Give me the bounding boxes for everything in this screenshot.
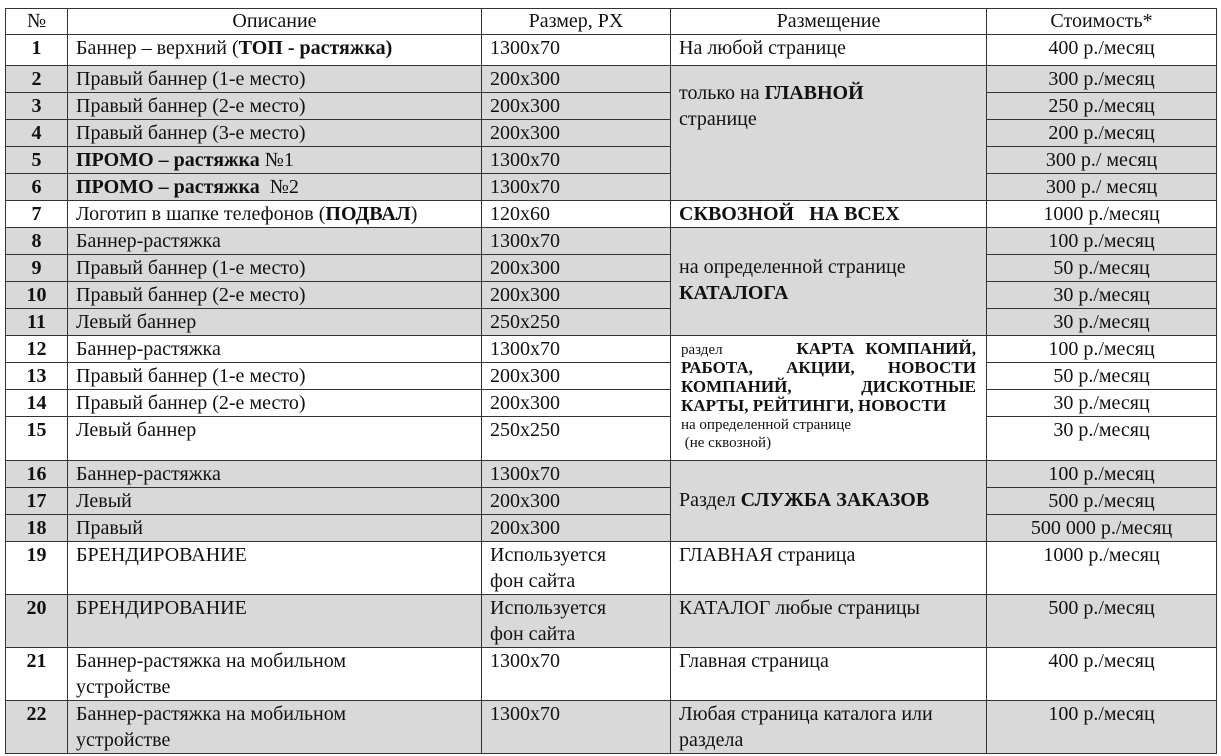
row-num: 12	[6, 336, 68, 363]
row-desc: Правый баннер (1-е место)	[68, 255, 482, 282]
row-size: 1300x70	[482, 228, 671, 255]
placement-main-page: только на ГЛАВНОЙ странице	[671, 66, 987, 201]
table-row	[6, 282, 1217, 309]
row-size: 200x300	[482, 363, 671, 390]
row-desc: ПРОМО – растяжка №2	[68, 174, 482, 201]
row-size: Используется фон сайта	[482, 542, 671, 595]
row-num: 22	[6, 701, 68, 754]
row-place: КАТАЛОГ любые страницы	[671, 595, 987, 648]
row-num: 16	[6, 461, 68, 488]
row-cost: 100 р./месяц	[987, 228, 1217, 255]
row-desc: ПРОМО – растяжка №1	[68, 147, 482, 174]
row-cost: 500 р./месяц	[987, 488, 1217, 515]
header-size: Размер, PX	[482, 9, 671, 35]
row-desc: Баннер-растяжка на мобильном устройстве	[68, 648, 482, 701]
row-cost: 100 р./месяц	[987, 461, 1217, 488]
row-size: 1300x70	[482, 147, 671, 174]
row-desc: Правый баннер (1-е место)	[68, 363, 482, 390]
row-num: 19	[6, 542, 68, 595]
row-size: 250x250	[482, 417, 671, 461]
table-row	[6, 228, 1217, 255]
table-row	[6, 255, 1217, 282]
row-desc: Правый баннер (2-е место)	[68, 282, 482, 309]
row-size: 200x300	[482, 282, 671, 309]
placement-all-pages: СКВОЗНОЙ НА ВСЕХ	[671, 201, 987, 228]
row-num: 5	[6, 147, 68, 174]
row-num: 8	[6, 228, 68, 255]
row-size: 200x300	[482, 515, 671, 542]
row-size: 1300x70	[482, 461, 671, 488]
row-num: 13	[6, 363, 68, 390]
row-cost: 400 р./месяц	[987, 648, 1217, 701]
row-cost: 30 р./месяц	[987, 282, 1217, 309]
row-num: 11	[6, 309, 68, 336]
table-row	[6, 174, 1217, 201]
row-size: 250x250	[482, 309, 671, 336]
row-cost: 100 р./месяц	[987, 701, 1217, 754]
row-size: 200x300	[482, 390, 671, 417]
row-size: 1300x70	[482, 336, 671, 363]
row-cost: 50 р./месяц	[987, 363, 1217, 390]
table-row	[6, 309, 1217, 336]
row-num: 15	[6, 417, 68, 461]
table-row	[6, 542, 1217, 595]
table-row	[6, 648, 1217, 701]
row-size: 1300x70	[482, 174, 671, 201]
row-cost: 250 р./месяц	[987, 93, 1217, 120]
row-num: 10	[6, 282, 68, 309]
pricing-table	[5, 8, 1217, 754]
row-num: 14	[6, 390, 68, 417]
row-size: 1300x70	[482, 35, 671, 66]
row-num: 21	[6, 648, 68, 701]
row-desc: Правый баннер (1-е место)	[68, 66, 482, 93]
row-cost: 500 р./месяц	[987, 595, 1217, 648]
row-place: На любой странице	[671, 35, 987, 66]
row-cost: 1000 р./месяц	[987, 201, 1217, 228]
row-size: 1300x70	[482, 648, 671, 701]
row-num: 17	[6, 488, 68, 515]
row-place: Любая страница каталога или раздела	[671, 701, 987, 754]
table-row	[6, 488, 1217, 515]
row-desc: Баннер-растяжка на мобильном устройстве	[68, 701, 482, 754]
row-desc: Баннер-растяжка	[68, 461, 482, 488]
header-desc: Описание	[68, 9, 482, 35]
row-cost: 1000 р./месяц	[987, 542, 1217, 595]
table-row	[6, 701, 1217, 754]
row-size: 120x60	[482, 201, 671, 228]
row-num: 9	[6, 255, 68, 282]
row-num: 6	[6, 174, 68, 201]
table-row	[6, 66, 1217, 93]
row-num: 3	[6, 93, 68, 120]
row-cost: 30 р./месяц	[987, 390, 1217, 417]
placement-orders: Раздел СЛУЖБА ЗАКАЗОВ	[671, 461, 987, 542]
row-num: 20	[6, 595, 68, 648]
row-cost: 300 р./месяц	[987, 66, 1217, 93]
row-cost: 300 р./ месяц	[987, 147, 1217, 174]
table-row	[6, 336, 1217, 363]
header-place: Размещение	[671, 9, 987, 35]
row-desc: Баннер-растяжка	[68, 336, 482, 363]
row-desc: БРЕНДИРОВАНИЕ	[68, 595, 482, 648]
table-row	[6, 147, 1217, 174]
row-cost: 30 р./месяц	[987, 309, 1217, 336]
row-num: 7	[6, 201, 68, 228]
row-desc: Левый	[68, 488, 482, 515]
table-row	[6, 417, 1217, 461]
row-size: 200x300	[482, 255, 671, 282]
table-row	[6, 595, 1217, 648]
table-row	[6, 390, 1217, 417]
row-place: Главная страница	[671, 648, 987, 701]
row-cost: 200 р./месяц	[987, 120, 1217, 147]
row-size: 200x300	[482, 488, 671, 515]
row-desc: БРЕНДИРОВАНИЕ	[68, 542, 482, 595]
row-cost: 100 р./месяц	[987, 336, 1217, 363]
row-desc: Правый	[68, 515, 482, 542]
row-desc: Логотип в шапке телефонов (ПОДВАЛ)	[68, 201, 482, 228]
row-cost: 500 000 р./месяц	[987, 515, 1217, 542]
row-desc: Правый баннер (2-е место)	[68, 390, 482, 417]
table-row	[6, 461, 1217, 488]
row-desc: Левый баннер	[68, 417, 482, 461]
row-place: ГЛАВНАЯ страница	[671, 542, 987, 595]
row-desc: Правый баннер (2-е место)	[68, 93, 482, 120]
placement-catalog: на определенной странице КАТАЛОГА	[671, 228, 987, 336]
row-num: 2	[6, 66, 68, 93]
row-cost: 30 р./месяц	[987, 417, 1217, 461]
row-size: 1300x70	[482, 701, 671, 754]
row-cost: 50 р./месяц	[987, 255, 1217, 282]
row-desc: Левый баннер	[68, 309, 482, 336]
table-row	[6, 93, 1217, 120]
row-desc: Баннер-растяжка	[68, 228, 482, 255]
placement-sections: раздел КАРТА КОМПАНИЙ, РАБОТА, АКЦИИ, НОВОСТИ КОМПАНИЙ, ДИСКОТНЫЕ КАРТЫ, РЕЙТИНГИ, НОВОСТИ на определенной странице (не сквозной)	[671, 336, 987, 461]
row-num: 4	[6, 120, 68, 147]
row-size: Используется фон сайта	[482, 595, 671, 648]
table-row	[6, 120, 1217, 147]
header-cost: Стоимость*	[987, 9, 1217, 35]
row-num: 1	[6, 35, 68, 66]
row-size: 200x300	[482, 120, 671, 147]
header-row	[6, 9, 1217, 35]
row-desc: Правый баннер (3-е место)	[68, 120, 482, 147]
row-size: 200x300	[482, 66, 671, 93]
row-cost: 400 р./месяц	[987, 35, 1217, 66]
table-row	[6, 201, 1217, 228]
row-desc: Баннер – верхний (ТОП - растяжка)	[68, 35, 482, 66]
table-row	[6, 363, 1217, 390]
row-num: 18	[6, 515, 68, 542]
row-cost: 300 р./ месяц	[987, 174, 1217, 201]
table-row	[6, 35, 1217, 66]
header-num: №	[6, 9, 68, 35]
row-size: 200x300	[482, 93, 671, 120]
table-row	[6, 515, 1217, 542]
